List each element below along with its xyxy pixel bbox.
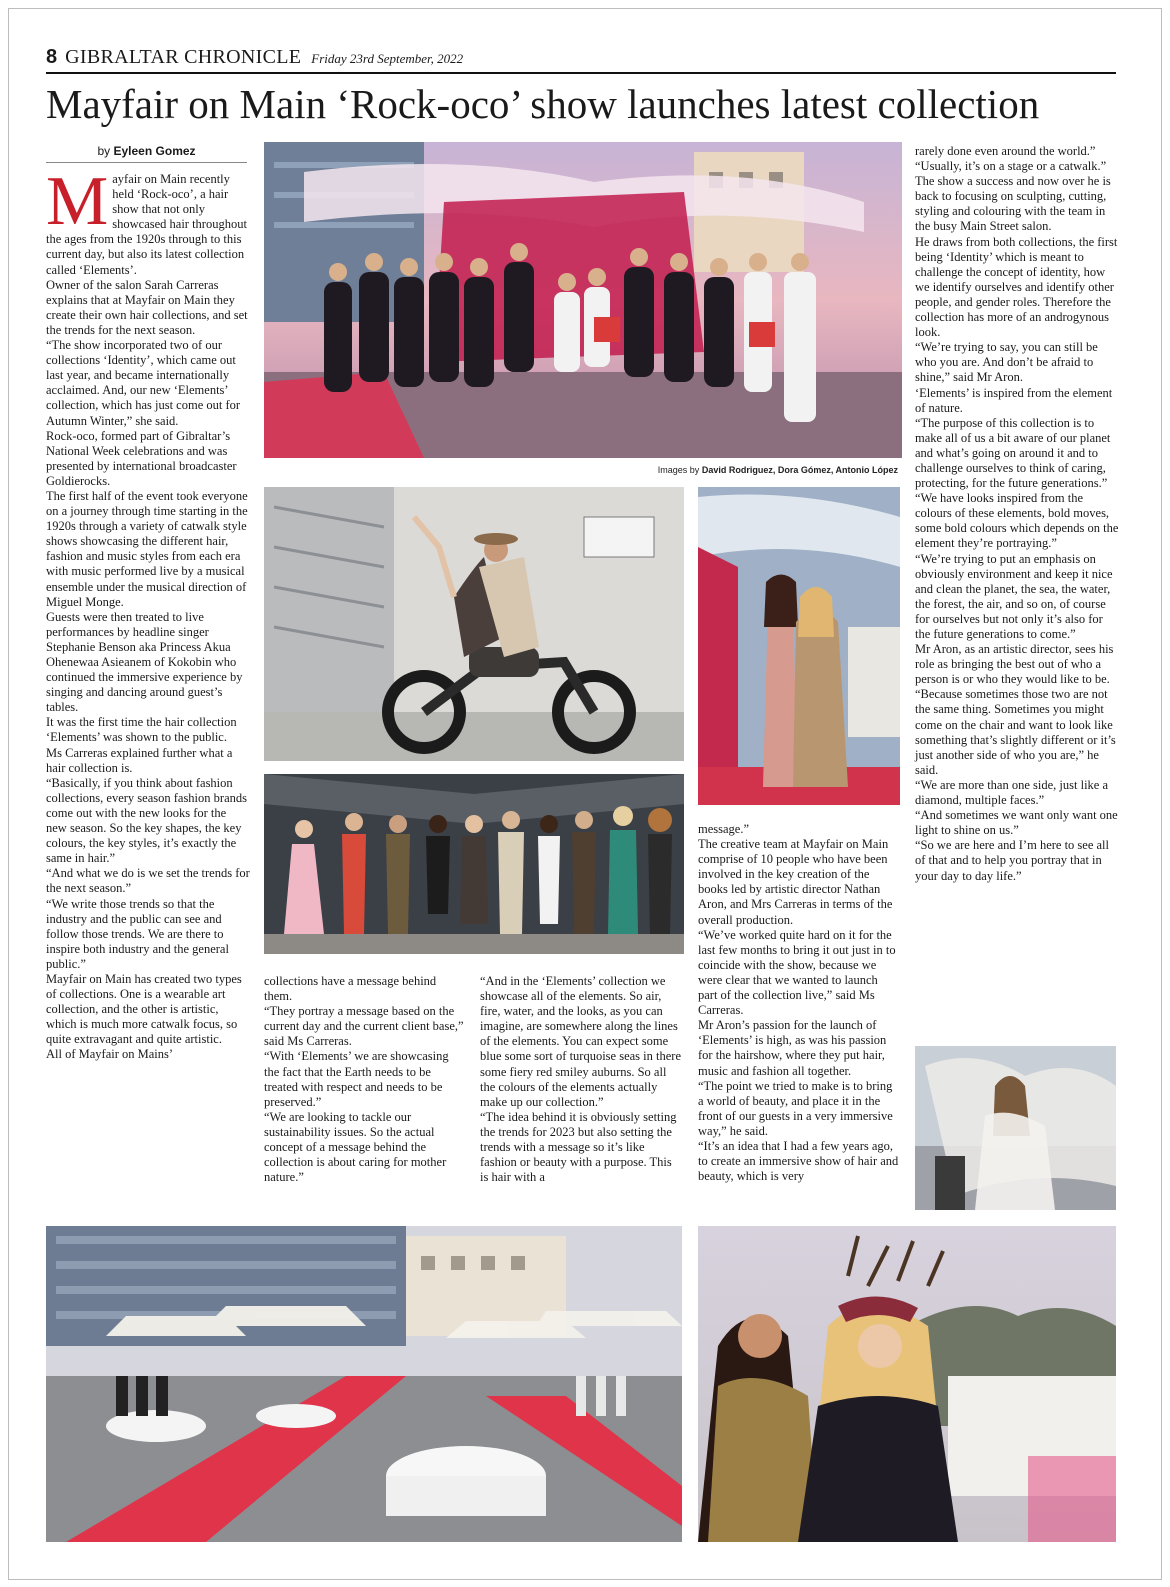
article-column-3 bbox=[480, 974, 682, 1185]
article-column-1 bbox=[46, 163, 250, 1063]
article-paragraph: “With ‘Elements’ we are showcasing the fact that the Earth needs to be treated with respect and needs to be preserved.” bbox=[264, 1049, 449, 1109]
photo-credit-prefix: Images by bbox=[657, 465, 700, 475]
article-paragraph: message.” bbox=[698, 822, 750, 836]
woman-veil-photo bbox=[915, 1046, 1116, 1210]
singers-photo-image bbox=[698, 487, 900, 805]
article-paragraph: “We are more than one side, just like a diamond, multiple faces.” bbox=[915, 777, 1109, 808]
catwalk-lineup-image bbox=[264, 774, 684, 954]
article-paragraph: ‘Elements’ is inspired from the element of nature. bbox=[915, 385, 1113, 415]
article-paragraph: collections have a message behind them. bbox=[264, 974, 437, 1004]
drop-cap: M bbox=[46, 163, 109, 240]
singers-photo bbox=[698, 487, 900, 805]
article-paragraph: It was the first time the hair collection ‘Elements’ was shown to the public. bbox=[46, 715, 237, 745]
group-photo bbox=[264, 142, 902, 458]
article-paragraph: “We’ve worked quite hard on it for the last few months to bring it out just in to coincide with the show, because we were clear that we wanted to launch part of the collection live,” said Ms Carreras. bbox=[698, 927, 896, 1018]
article-column-4 bbox=[698, 822, 900, 1184]
article-column-2 bbox=[264, 974, 464, 1185]
article-paragraph: Owner of the salon Sarah Carreras explains that at Mayfair on Main they create their own hair collections, and set the trends for the next season. bbox=[46, 277, 248, 337]
issue-date: Friday 23rd September, 2022 bbox=[311, 51, 464, 66]
article-paragraph: “We are looking to tackle our sustainability issues. So the actual concept of a message behind the collection is about caring for mother nature.” bbox=[264, 1109, 447, 1185]
article-paragraph: “We write those trends so that the industry and the public can see and follow those trends. We are there to inspire both industry and the general public.” bbox=[46, 896, 229, 971]
photo-credit-names: David Rodriguez, Dora Gómez, Antonio López bbox=[701, 465, 898, 475]
article-paragraph: “We’re trying to say, you can still be who you are. And don’t be afraid to shine,” said Mr Aron. bbox=[915, 340, 1098, 385]
article-paragraph: “They portray a message based on the current day and the current client base,” said Ms Carreras. bbox=[264, 1004, 464, 1049]
two-women-antlers-photo bbox=[698, 1226, 1116, 1542]
article-paragraph: “And sometimes we want only want one light to shine on us.” bbox=[915, 808, 1118, 838]
masthead bbox=[46, 46, 1116, 74]
article-paragraph: All of Mayfair on Mains’ bbox=[46, 1047, 174, 1062]
article-paragraph: “Basically, if you think about fashion collections, every season fashion brands come out with the new looks for the new season. So the key shapes, the key colours, the key styles, it’s exactly the same in hair.” bbox=[46, 775, 247, 866]
two-women-antlers-image bbox=[698, 1226, 1116, 1542]
article-paragraph: The first half of the event took everyone on a journey through time starting in the 1920s through a variety of catwalk style shows showcasing the different hair, fashion and music styles from each era with music performed live by a musical ensemble under the musical direction of Miguel Monge. bbox=[46, 488, 248, 609]
article-paragraph: “So we are here and I’m here to see all of that and to help you portray that in your day to day life.” bbox=[915, 838, 1110, 883]
article-paragraph: “Because sometimes those two are not the same thing. Sometimes you might come on the chair and want to look like something that’s slightly different or it’s just another side of who you are,” he said. bbox=[915, 687, 1116, 777]
woman-veil-image bbox=[915, 1046, 1116, 1210]
article-paragraph: Mr Aron, as an artistic director, sees his role as bringing the best out of who a person is or who they would like to be. bbox=[915, 642, 1114, 687]
article-paragraph: Rock-oco, formed part of Gibraltar’s National Week celebrations and was presented by international broadcaster Goldierocks. bbox=[46, 428, 237, 488]
article-paragraph: “It’s an idea that I had a few years ago, to create an immersive show of hair and beauty, which is very bbox=[698, 1138, 899, 1184]
group-photo-image bbox=[264, 142, 902, 458]
article-paragraph: “The point we tried to make is to bring a world of beauty, and place it in the front of our guests in a very immersive way,” he said. bbox=[698, 1078, 893, 1138]
article-paragraph: Mr Aron’s passion for the launch of ‘Elements’ is high, as was his passion for the hairshow, where they put hair, music and fashion all together. bbox=[698, 1018, 887, 1078]
photo-credit bbox=[600, 465, 898, 475]
article-column-5 bbox=[915, 144, 1119, 884]
article-paragraph: “The idea behind it is obviously setting the trends for 2023 but also setting the trends with a message so it’s like fashion or beauty with a purpose. This is hair with a bbox=[480, 1109, 677, 1185]
article-paragraph: “And in the ‘Elements’ collection we showcase all of the elements. So air, fire, water, and the looks, as you can imagine, are somewhere along the lines of the elements. You can expect some blue some sort of turquoise seas in there some fiery red smiley auburns. So all the colours of the elements actually make up our collection.” bbox=[480, 974, 681, 1109]
article-paragraph: “And what we do is we set the trends for the next season.” bbox=[46, 866, 250, 896]
lead-text: ayfair on Main recently held ‘Rock-oco’, a hair show that not only showcased hair throughout the ages from the 1920s through to this current day, but also its latest collection called ‘Elements’. bbox=[46, 172, 247, 277]
article-paragraph: Guests were then treated to live performances by headline singer Stephanie Benson aka Princess Akua Ohenewaa Asieanem of Kokobin who continued the immersive experience by singing and dancing around guest’s tables. bbox=[46, 609, 243, 715]
page-number: 8 bbox=[46, 46, 58, 68]
article-paragraph: The show a success and now over he is back to focusing on sculpting, cutting, styling and colouring with the team in the busy Main Street salon. bbox=[915, 174, 1111, 234]
article-paragraph: He draws from both collections, the first being ‘Identity’ which is meant to challenge the concept of identity, how we identify ourselves and identify other people, and gender roles. Therefore the collection has more of an androgynous look. bbox=[915, 234, 1118, 340]
lead-paragraph bbox=[46, 163, 250, 278]
article-paragraph: “The purpose of this collection is to make all of us a bit aware of our planet and what’s going on around it and to challenge ourselves to think of caring, protecting, for the future generations.” bbox=[915, 415, 1111, 491]
motorbike-photo-image bbox=[264, 487, 684, 761]
venue-tables-photo bbox=[46, 1226, 682, 1542]
article-paragraph: Ms Carreras explained further what a hair collection is. bbox=[46, 745, 233, 775]
article-paragraph: “We have looks inspired from the colours of these elements, bold moves, some bold colours which depends on the element they’re portraying.” bbox=[915, 491, 1119, 551]
article-paragraph: “Usually, it’s on a stage or a catwalk.” bbox=[915, 159, 1107, 174]
byline bbox=[46, 144, 247, 163]
article-paragraph: “We’re trying to put an emphasis on obviously environment and keep it nice and clean the planet, the sea, the water, the forest, the air, and so on, of course for ourselves but not only it’s also for the future generations to come.” bbox=[915, 551, 1113, 641]
catwalk-lineup-photo bbox=[264, 774, 684, 954]
byline-author: Eyleen Gomez bbox=[113, 144, 196, 158]
article-paragraph: The creative team at Mayfair on Main comprise of 10 people who have been involved in the key creation of the books led by artistic director Nathan Aron, and Mrs Carreras in terms of the overall production. bbox=[698, 837, 893, 927]
headline: Mayfair on Main ‘Rock-oco’ show launches latest collection bbox=[46, 81, 1040, 127]
motorbike-photo bbox=[264, 487, 684, 761]
article-paragraph: Mayfair on Main has created two types of collections. One is a wearable art collection, and the other is artistic, which is much more catwalk focus, so quite extravagant and quite artistic. bbox=[46, 971, 242, 1047]
article-paragraph: rarely done even around the world.” bbox=[915, 144, 1096, 158]
venue-tables-image bbox=[46, 1226, 682, 1542]
article-paragraph: “The show incorporated two of our collections ‘Identity’, which came out last year, and became internationally acclaimed. And, our new ‘Elements’ collection, which has just come out for Autumn Winter,” she said. bbox=[46, 338, 241, 428]
publication-name: GIBRALTAR CHRONICLE bbox=[65, 46, 302, 68]
byline-prefix: by bbox=[97, 144, 111, 158]
